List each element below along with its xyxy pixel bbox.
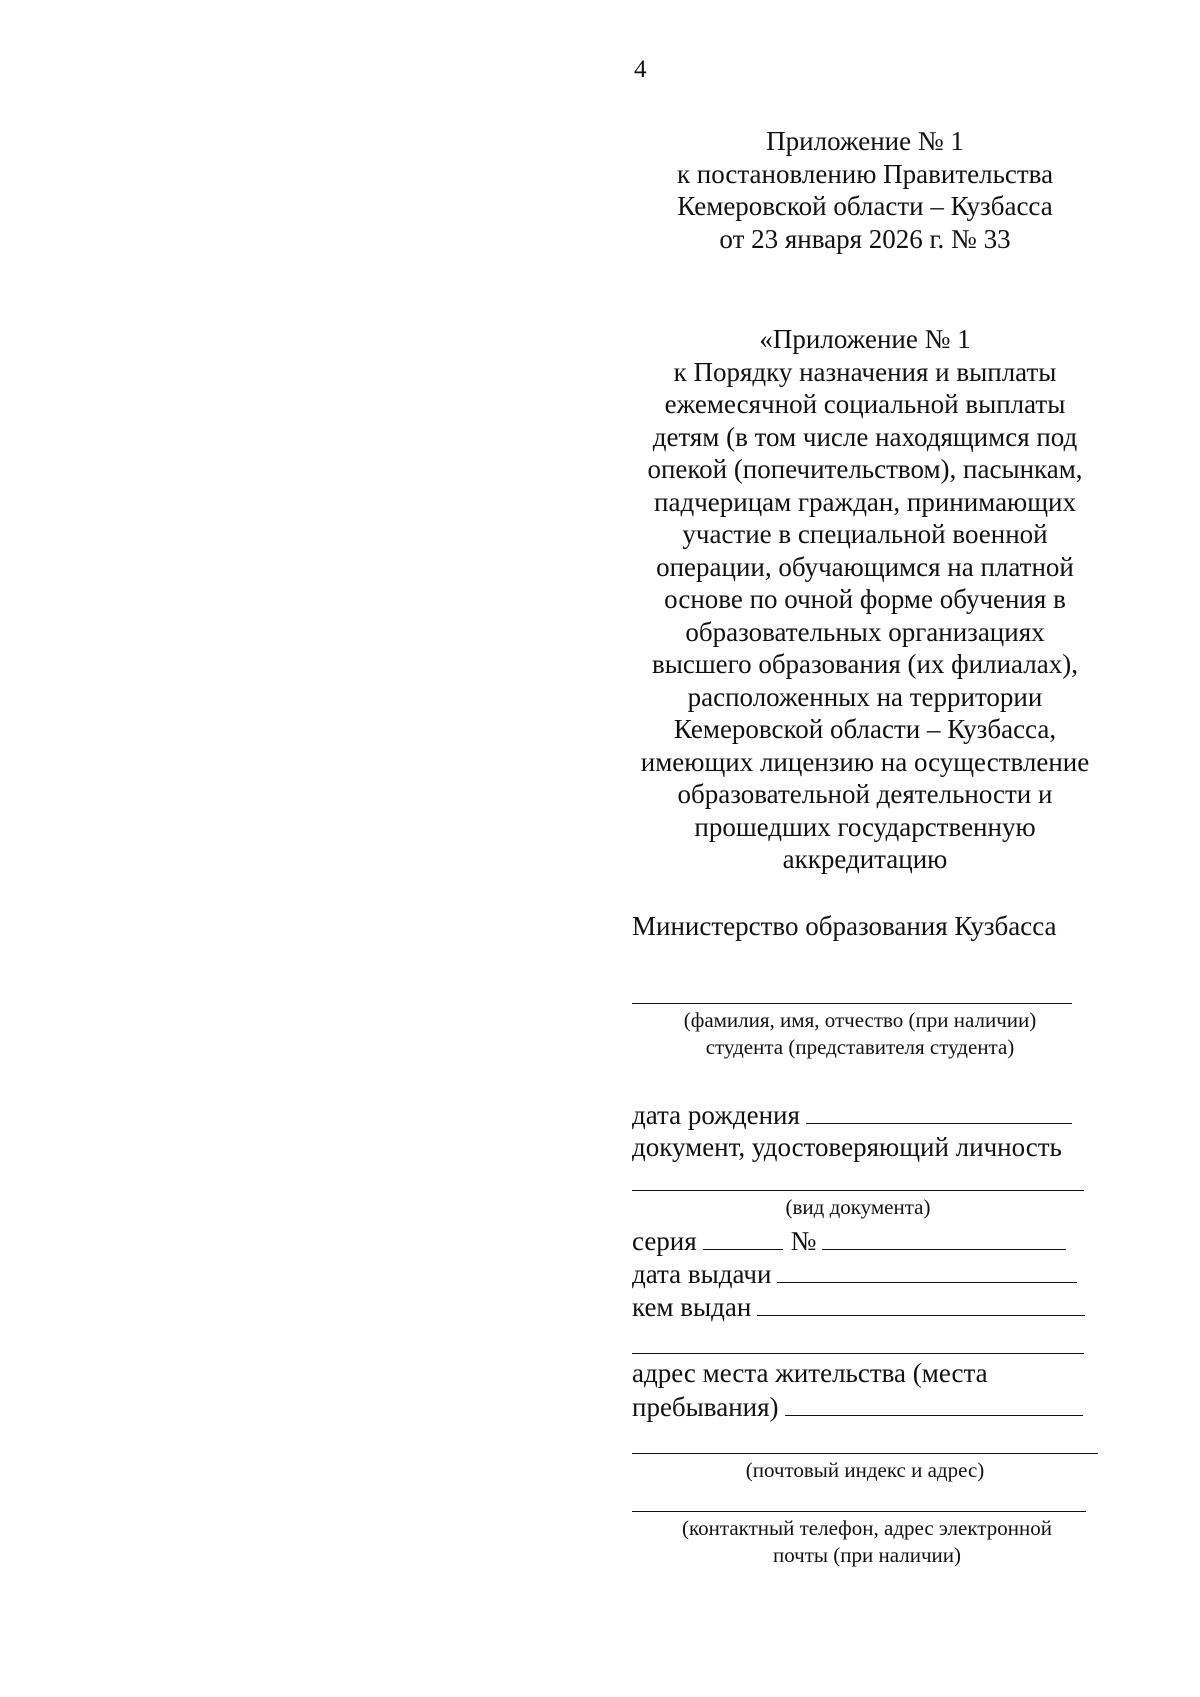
id-document-label: документ, удостоверяющий личность [632,1132,1062,1162]
fio-caption-line1: (фамилия, имя, отчество (при наличии) [683,1008,1037,1032]
birth-date-row [632,1098,1072,1132]
issued-by-row [632,1290,1085,1324]
address-field[interactable] [785,1390,1083,1416]
issue-date-row [632,1257,1077,1291]
appendix-quote-line: операции, обучающимся на платной [656,551,1074,582]
postal-address-field[interactable] [632,1453,1098,1454]
issue-date-field[interactable] [777,1257,1077,1283]
contact-caption-line2: почты (при наличии) [772,1543,961,1567]
fio-field[interactable] [632,1003,1072,1004]
doc-type-caption: (вид документа) [785,1195,931,1219]
appendix-quote-line: детям (в том числе находящимся под [652,421,1078,452]
appendix-header [620,125,1110,255]
appendix-quote-line: опекой (попечительством), пасынкам, [647,454,1083,484]
series-label: серия [632,1226,697,1256]
address-row [632,1390,1083,1424]
appendix-quote-line: участие в специальной военной [682,519,1048,549]
appendix-quote-line: образовательной деятельности и [677,779,1053,809]
appendix-quote-line: ежемесячной социальной выплаты [664,389,1066,419]
issued-by-field[interactable] [757,1290,1085,1316]
appendix-quote-line: прошедших государственную [694,811,1036,842]
appendix-header-line: Кемеровской области – Кузбасса [677,191,1053,221]
appendix-header-line: от 23 января 2026 г. № 33 [719,223,1011,254]
address-label-line1: адрес места жительства (места [632,1358,988,1388]
contact-caption-line1: (контактный телефон, адрес электронной [682,1516,1052,1540]
issued-by-label: кем выдан [632,1292,752,1322]
appendix-quote-line: «Приложение № 1 [759,324,971,354]
series-field[interactable] [703,1224,783,1250]
appendix-quote-line: к Порядку назначения и выплаты [673,356,1057,387]
doc-type-field[interactable] [632,1190,1084,1191]
appendix-quote-line: имеющих лицензию на осуществление [640,746,1090,777]
issue-date-label: дата выдачи [632,1259,772,1289]
address-label-line2: пребывания) [632,1392,779,1422]
appendix-quote-line: Кемеровской области – Кузбасса, [673,714,1057,744]
appendix-quote-line: основе по очной форме обучения в [664,584,1066,614]
appendix-quote-line: образовательных организациях [685,616,1045,647]
appendix-quote-line: аккредитацию [782,844,948,874]
appendix-quote-line: расположенных на территории [687,681,1043,712]
contact-field[interactable] [632,1511,1086,1512]
appendix-header-line: к постановлению Правительства [676,158,1054,189]
postal-caption: (почтовый индекс и адрес) [745,1458,985,1482]
number-label: № [790,1226,817,1256]
appendix-quote-line: падчерицам граждан, принимающих [654,486,1076,517]
appendix-quote-line: высшего образования (их филиалах), [652,649,1078,679]
number-field[interactable] [822,1224,1066,1250]
birth-date-field[interactable] [806,1098,1072,1124]
series-row [632,1224,1066,1258]
fio-caption-line2: студента (представителя студента) [705,1035,1015,1059]
appendix-quote [620,323,1110,876]
issued-by-field-continued[interactable] [632,1353,1084,1354]
appendix-header-line: Приложение № 1 [766,126,964,156]
ministry-name: Министерство образования Кузбасса [632,911,1057,941]
birth-date-label: дата рождения [632,1100,800,1130]
page-number: 4 [634,56,647,83]
